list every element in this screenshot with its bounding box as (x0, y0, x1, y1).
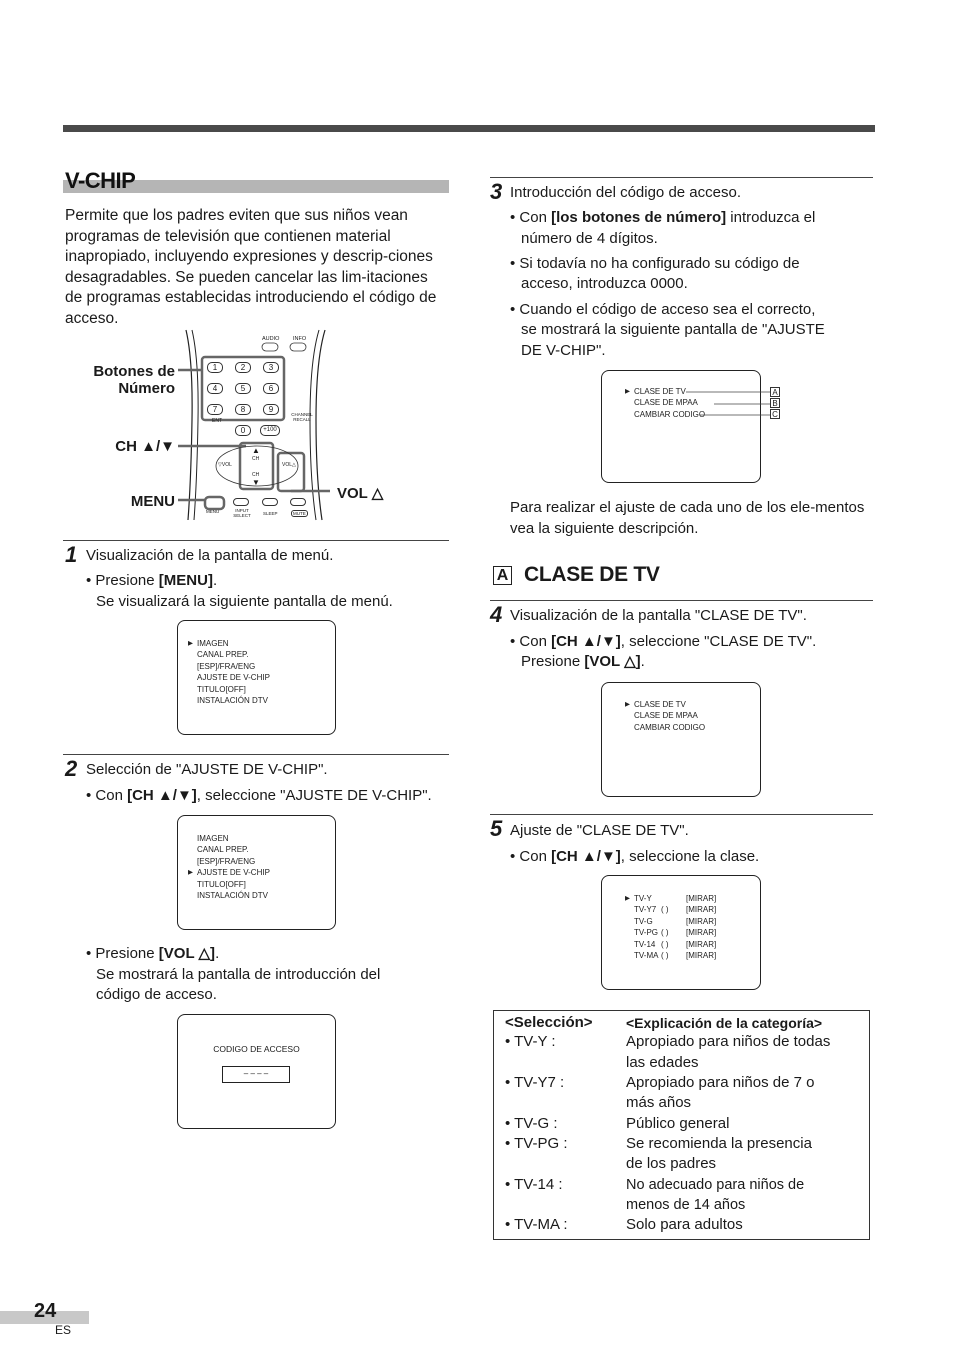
table-key: • TV-MA : (505, 1216, 568, 1233)
rating-name: TV-Y7 (634, 905, 657, 915)
label-vol: VOL △ (337, 485, 384, 502)
vol-up-label (282, 462, 296, 468)
sleep-key-label: SLEEP (263, 511, 278, 516)
step5-rule (490, 814, 873, 815)
step3-bullet1 (510, 208, 815, 229)
step1-bullet-line2: Se visualizará la siguiente pantalla de menú. (96, 593, 393, 610)
tag-b: B (770, 398, 780, 408)
info-key-label: INFO (293, 336, 307, 342)
rating-row (625, 904, 745, 915)
number-key: 7 (207, 404, 223, 415)
tag-c: C (770, 409, 780, 419)
recall-key-label: CHANNEL RECALL (291, 412, 313, 422)
step2-bullet2-line3: código de acceso. (96, 986, 217, 1003)
access-code-field: – – – – (222, 1066, 290, 1083)
plus100-key: +100 (260, 425, 280, 436)
rating-paren: ( ) (661, 905, 669, 915)
label-ch: CH ▲/▼ (115, 438, 175, 455)
step3-bullet1-pre: • Con (510, 209, 552, 226)
rating-name: TV-PG (634, 928, 659, 938)
label-menu: MENU (130, 493, 175, 510)
table-header-left: <Selección> (505, 1014, 593, 1031)
ch-up-label: CH (252, 456, 260, 462)
step2-rule (63, 754, 449, 755)
step2-title: Selección de "AJUSTE DE V-CHIP". (86, 761, 328, 778)
rating-list (625, 893, 745, 961)
table-desc: No adecuado para niños de (626, 1177, 805, 1193)
table-desc-line2: más años (626, 1094, 692, 1111)
step3-bullet2-line1: • Si todavía no ha configurado su código de (510, 255, 800, 272)
clase-tv-item: ▶ CLASE DE TV (625, 699, 705, 710)
rating-value: [MIRAR] (686, 951, 717, 961)
number-key: 6 (263, 383, 279, 394)
mute-key (290, 498, 306, 506)
step1-bullet-post: . (212, 572, 218, 589)
step4-bullet-post: , seleccione "CLASE DE TV". (620, 633, 817, 650)
table-key: • TV-Y : (505, 1033, 556, 1050)
vchip-item: CAMBIAR CODIGO (634, 409, 706, 419)
step1-number: 1 (65, 542, 78, 567)
number-key: 1 (207, 362, 223, 373)
menu-item: ▶ AJUSTE DE V-CHIP (188, 867, 270, 878)
number-key: 8 (235, 404, 251, 415)
menu-screen-vchip-list (188, 833, 270, 901)
label-number-buttons-2: Número (118, 380, 175, 397)
step3-rule (490, 177, 873, 178)
ch-up-arrow-icon: ▲ (252, 446, 260, 455)
vol-up-icon: △ (292, 462, 296, 468)
vol-down-icon: ▽ (218, 462, 222, 468)
rating-row (625, 950, 745, 961)
rating-name: TV-MA (634, 951, 659, 961)
vol-up-text: VOL (282, 462, 293, 468)
vol-down-text: VOL (221, 462, 232, 468)
step3-bullet3-line3: DE V-CHIP". (521, 342, 606, 359)
step3-bullet1-line2: número de 4 dígitos. (521, 230, 658, 247)
step2-bullet2-post: . (215, 945, 220, 962)
step1-rule (63, 540, 449, 541)
vol-down-label (218, 462, 232, 468)
step2-bullet2-pre: • Presione (86, 945, 159, 962)
step2-bullet2-key: [VOL △] (158, 945, 216, 962)
step4-bullet-line2-post: . (640, 653, 645, 670)
step1-bullet-pre: • Presione (86, 572, 159, 589)
step2-bullet-key: [CH ▲/▼] (127, 787, 197, 804)
step2-number: 2 (65, 756, 78, 781)
step5-number: 5 (490, 816, 503, 841)
step5-bullet-pre: • Con (510, 848, 552, 865)
rating-name: TV-G (634, 916, 653, 926)
table-key: • TV-G : (505, 1115, 558, 1132)
table-desc-line2: de los padres (626, 1155, 717, 1172)
table-desc: Público general (626, 1115, 730, 1132)
menu-item: TITULO[OFF] (197, 879, 246, 889)
clase-tv-item: CAMBIAR CODIGO (634, 722, 706, 732)
menu-screen-list (188, 638, 270, 706)
step2-bullet2 (86, 944, 219, 965)
table-desc: Apropiado para niños de 7 o (626, 1074, 815, 1091)
clase-tv-item: CLASE DE MPAA (634, 711, 698, 721)
rating-name: TV-Y (634, 894, 652, 903)
menu-item: [ESP]/FRA/ENG (197, 661, 256, 671)
rating-value: [MIRAR] (686, 928, 717, 938)
language-code: ES (55, 1323, 72, 1337)
input-key-label: INPUT SELECT (233, 508, 251, 518)
number-key: 9 (263, 404, 279, 415)
audio-key-label: AUDIO (262, 336, 280, 342)
step4-bullet-line2-pre: Presione (521, 653, 585, 670)
table-desc: Se recomienda la presencia (626, 1135, 812, 1152)
step2-bullet-pre: • Con (86, 787, 128, 804)
rating-name: TV-14 (634, 939, 656, 949)
menu-item: [ESP]/FRA/ENG (197, 856, 256, 866)
rating-row (625, 893, 745, 904)
menu-item: INSTALACIÓN DTV (197, 696, 268, 706)
rating-paren: ( ) (661, 939, 669, 949)
table-desc: Apropiado para niños de todas (626, 1033, 831, 1050)
rating-paren: ( ) (661, 928, 669, 938)
number-key: 4 (207, 383, 223, 394)
vchip-tag-leaders (680, 386, 780, 422)
step2-bullet (86, 786, 432, 807)
vchip-item: ▶ CLASE DE TV (625, 386, 705, 397)
step2-bullet2-line2: Se mostrará la pantalla de introducción del (96, 966, 381, 983)
step3-title: Introducción del código de acceso. (510, 184, 741, 201)
section-a-letter: A (493, 566, 512, 585)
step3-number: 3 (490, 179, 503, 204)
rating-row (625, 916, 745, 927)
step4-bullet-line2-key: [VOL △] (584, 653, 641, 670)
rating-row (625, 939, 745, 950)
step1-bullet-key: [MENU] (158, 572, 213, 589)
sleep-key (262, 498, 278, 506)
rating-value: [MIRAR] (686, 939, 717, 949)
menu-item: TITULO[OFF] (197, 684, 246, 694)
table-desc: Solo para adultos (626, 1216, 743, 1233)
input-key (233, 498, 249, 506)
step5-title: Ajuste de "CLASE DE TV". (510, 822, 689, 839)
step5-bullet-key: [CH ▲/▼] (551, 848, 621, 865)
rating-row (625, 927, 745, 938)
step3-bullet1-post: introduzca el (726, 209, 816, 226)
table-key: • TV-14 : (505, 1176, 563, 1193)
ent-key-label: ENT (212, 418, 222, 424)
menu-item: CANAL PREP. (197, 650, 249, 660)
step1-title: Visualización de la pantalla de menú. (86, 547, 334, 564)
vchip-item: CLASE DE MPAA (634, 398, 698, 408)
step3-bullet3-line1: • Cuando el código de acceso sea el correcto, (510, 301, 816, 318)
table-desc-line2: menos de 14 años (626, 1197, 746, 1213)
step3-bullet2-line2: acceso, introduzca 0000. (521, 275, 688, 292)
step1-bullet (86, 571, 217, 592)
step4-title: Visualización de la pantalla "CLASE DE TV". (510, 607, 807, 624)
remote-illustration (0, 0, 954, 540)
step4-bullet-key: [CH ▲/▼] (551, 633, 621, 650)
number-key: 5 (235, 383, 251, 394)
step4-bullet (510, 632, 816, 653)
step4-rule (490, 600, 873, 601)
table-key: • TV-Y7 : (505, 1074, 565, 1091)
label-number-buttons-1: Botones de (93, 363, 175, 380)
menu-key-label: MENU (206, 509, 220, 514)
number-key: 0 (235, 425, 251, 436)
menu-item: CANAL PREP. (197, 845, 249, 855)
description-paragraph: Para realizar el ajuste de cada uno de los ele-mentos vea la siguiente descripción. (510, 499, 865, 537)
number-key: 3 (263, 362, 279, 373)
step3-bullet1-key: [los botones de número] (551, 209, 727, 226)
step4-number: 4 (490, 602, 503, 627)
rating-value: [MIRAR] (686, 894, 717, 903)
rating-value: [MIRAR] (686, 905, 717, 915)
step4-bullet-pre: • Con (510, 633, 552, 650)
menu-item: INSTALACIÓN DTV (197, 891, 268, 901)
section-title: V-CHIP (65, 168, 136, 193)
menu-item: IMAGEN (197, 834, 229, 843)
menu-item: ▶ IMAGEN (188, 638, 270, 649)
rating-paren: ( ) (661, 951, 669, 961)
tag-a: A (770, 387, 780, 397)
section-a-title: CLASE DE TV (524, 563, 660, 586)
clase-tv-list (625, 699, 705, 733)
step4-bullet-line2 (521, 652, 645, 673)
mute-key-label: MUTE (293, 511, 306, 516)
access-code-title: CODIGO DE ACCESO (213, 1044, 300, 1054)
table-header-right: <Explicación de la categoría> (626, 1015, 823, 1031)
intro-paragraph: Permite que los padres eviten que sus niños vean programas de televisión que contienen material inapropiado, incluyendo expresiones y descrip-ciones desagradables. Se pueden cancelar las lim-itaciones de programas establecidas introduciendo el código de acceso. (65, 207, 437, 327)
number-key: 2 (235, 362, 251, 373)
page-number: 24 (34, 1300, 57, 1322)
step2-bullet-post: , seleccione "AJUSTE DE V-CHIP". (196, 787, 432, 804)
ch-down-label: CH (252, 472, 260, 478)
step5-bullet (510, 847, 759, 868)
menu-item: AJUSTE DE V-CHIP (197, 673, 270, 683)
table-desc-line2: las edades (626, 1054, 699, 1071)
rating-value: [MIRAR] (686, 916, 717, 926)
step3-bullet3-line2: se mostrará la siguiente pantalla de "AJUSTE (521, 321, 825, 338)
ch-down-arrow-icon: ▼ (252, 478, 260, 487)
step5-bullet-post: , seleccione la clase. (620, 848, 760, 865)
table-key: • TV-PG : (505, 1135, 568, 1152)
